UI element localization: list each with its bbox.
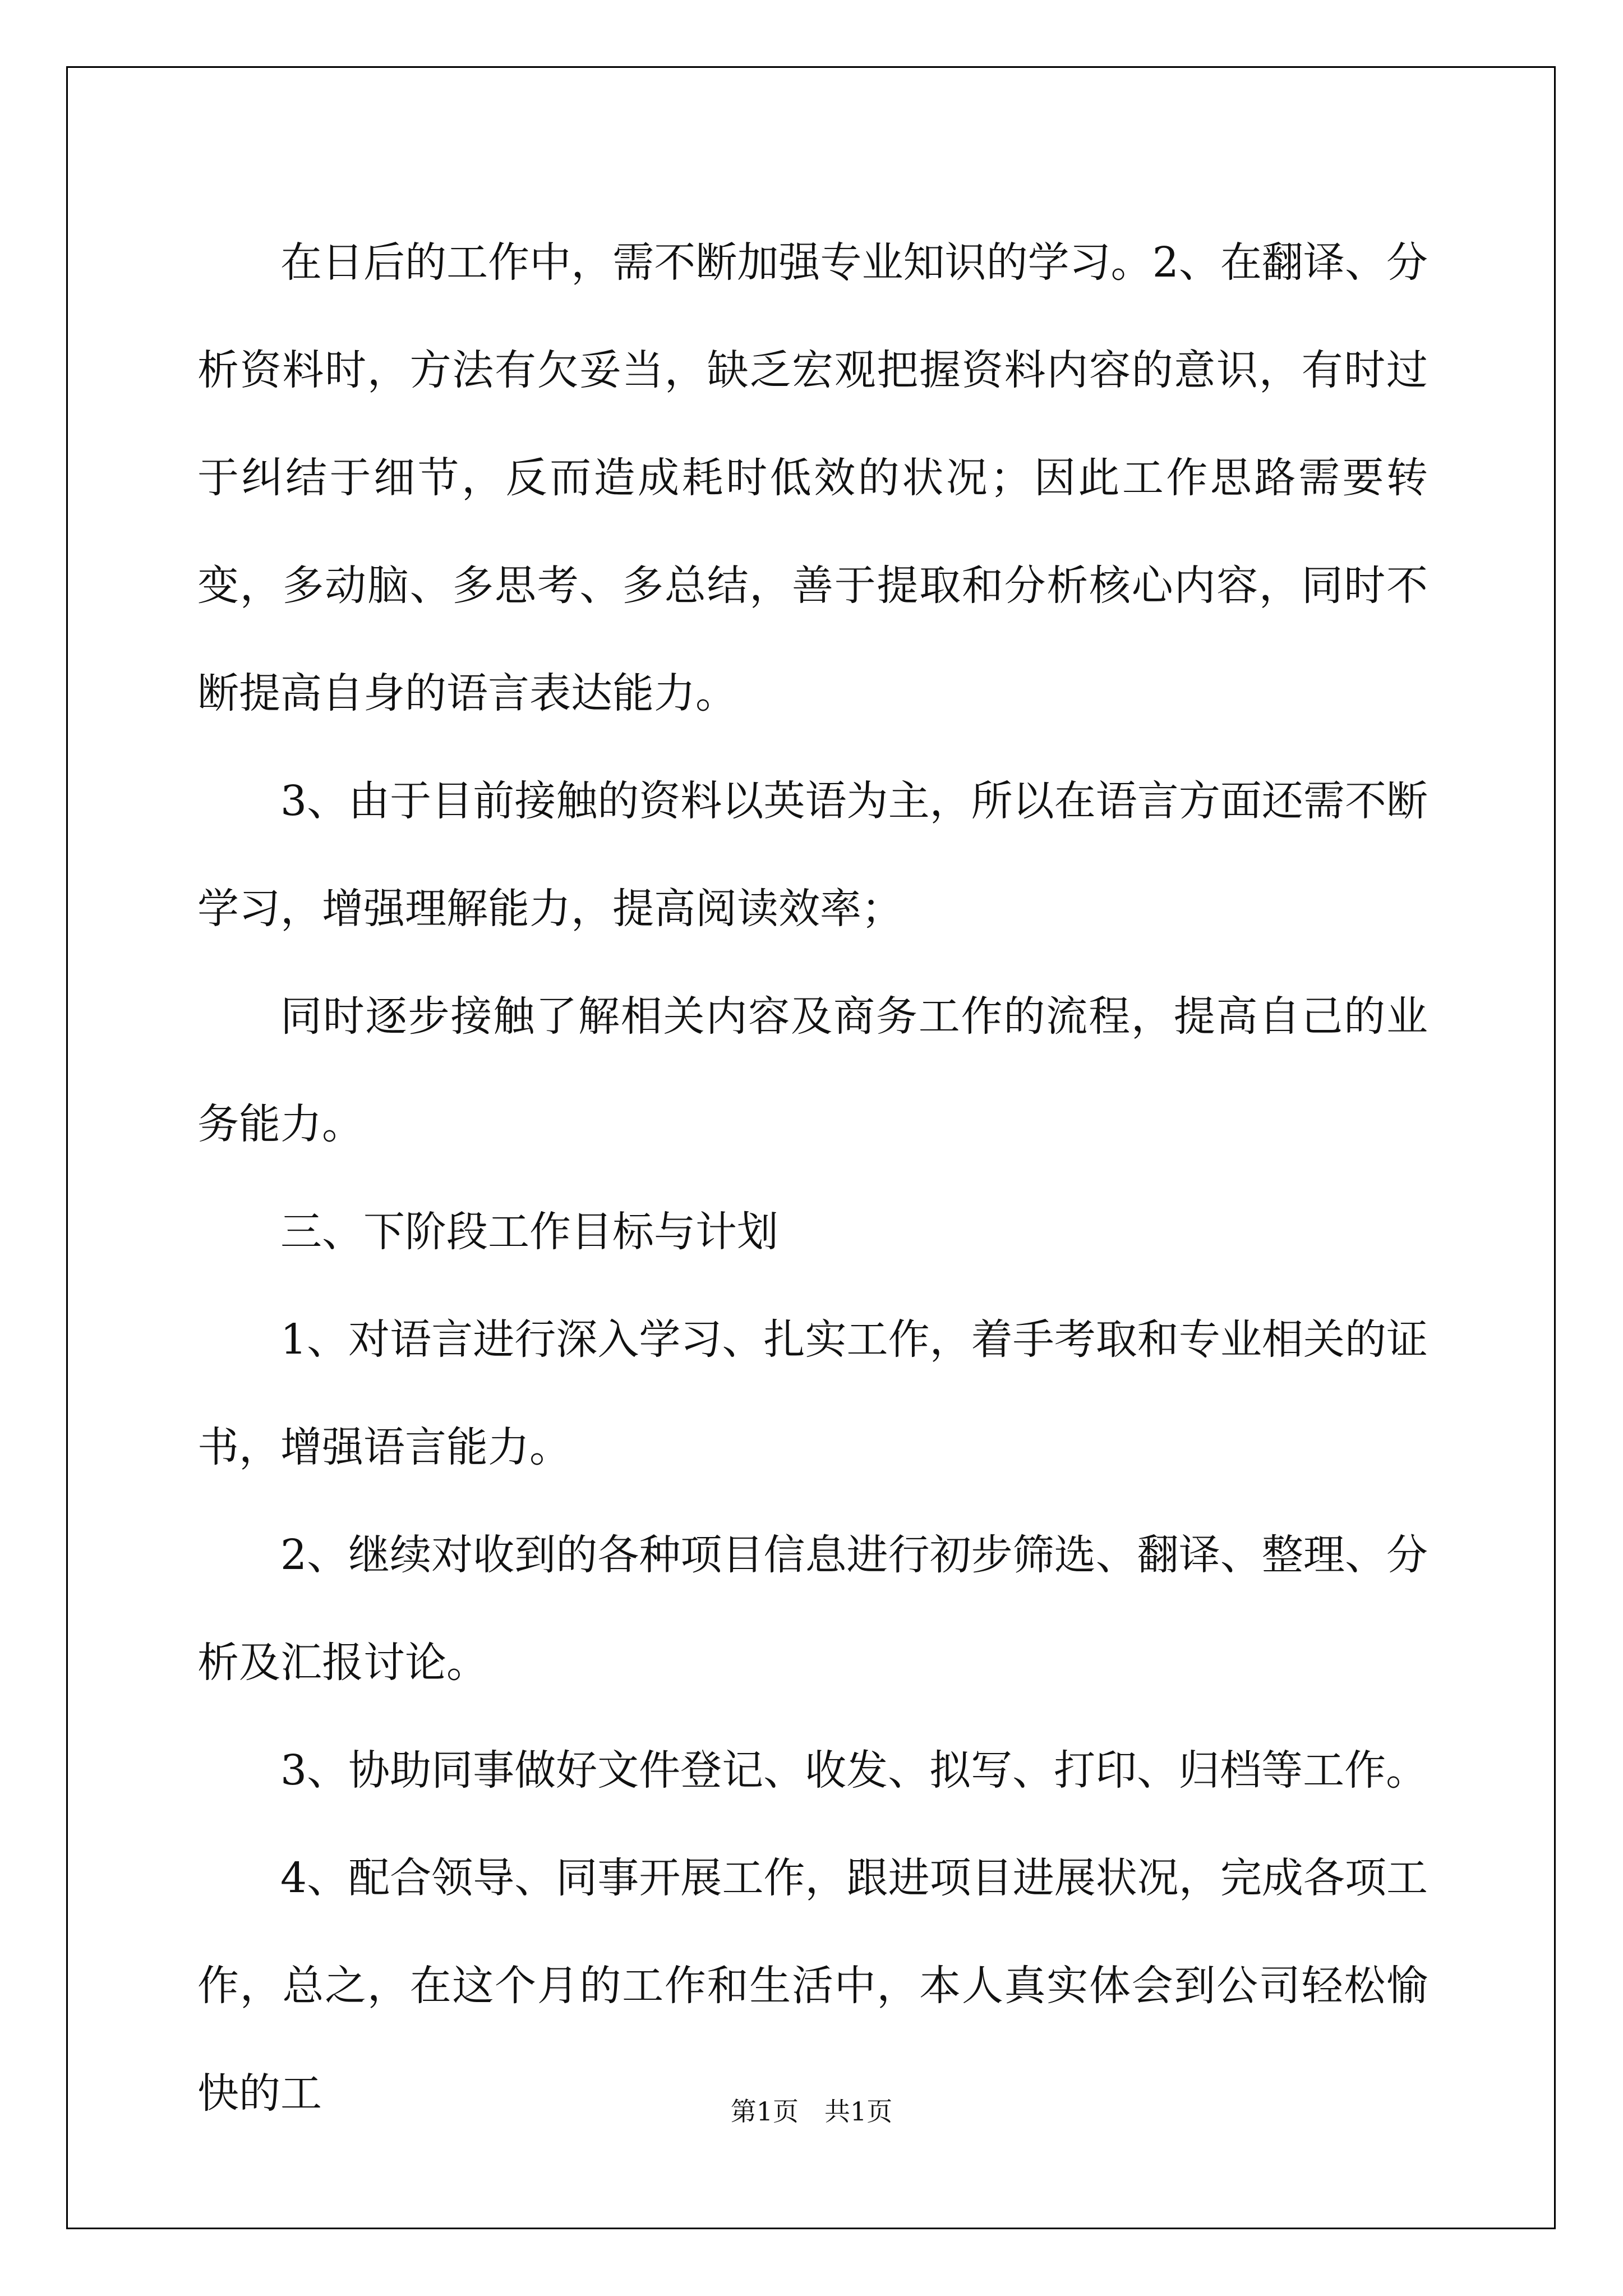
paragraph-5: 1、对语言进行深入学习、扎实工作，着手考取和专业相关的证书，增强语言能力。 xyxy=(197,1315,1428,1471)
paragraph-3: 同时逐步接触了解相关内容及商务工作的流程，提高自己的业务能力。 xyxy=(197,992,1428,1148)
paragraph-2: 3、由于目前接触的资料以英语为主，所以在语言方面还需不断学习，增强理解能力，提高阅读效率； xyxy=(197,777,1428,933)
paragraph-6: 2、继续对收到的各种项目信息进行初步筛选、翻译、整理、分析及汇报讨论。 xyxy=(197,1531,1428,1687)
paragraph-8: 4、配合领导、同事开展工作，跟进项目进展状况，完成各项工作，总之，在这个月的工作和生活中，本人真实体会到公司轻松愉快的工 xyxy=(197,1854,1428,2118)
paragraph-7: 3、协助同事做好文件登记、收发、拟写、打印、归档等工作。 xyxy=(280,1746,1428,1795)
paragraph-1: 在日后的工作中，需不断加强专业知识的学习。2、在翻译、分析资料时，方法有欠妥当，缺乏宏观把握资料内容的意识，有时过于纠结于细节，反而造成耗时低效的状况；因此工作思路需要转变，多动脑、多思考、多总结，善于提取和分析核心内容，同时不断提高自身的语言表达能力。 xyxy=(197,238,1428,717)
section-heading: 三、下阶段工作目标与计划 xyxy=(280,1208,778,1256)
page-footer: 第1页 共1页 xyxy=(730,2096,893,2127)
document-body xyxy=(197,209,1428,2147)
